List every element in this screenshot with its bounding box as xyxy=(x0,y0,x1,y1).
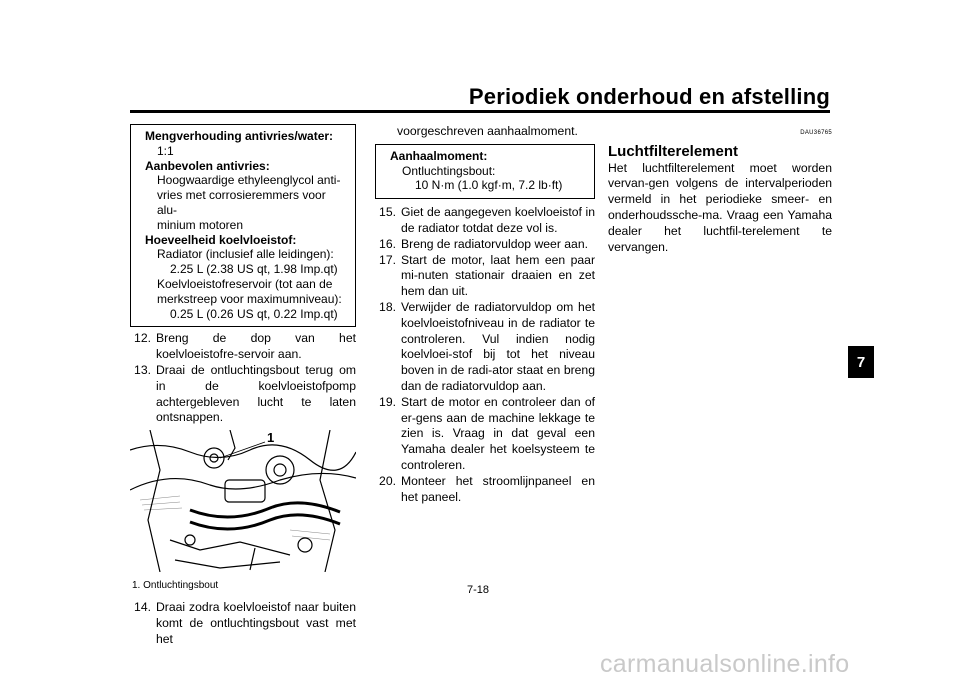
section-title: Luchtfilterelement xyxy=(608,142,739,160)
step-text: Draai de ontluchtingsbout terug om in de koelvloeistofpomp achtergebleven lucht te laten ontsnappen. xyxy=(156,362,356,425)
step-text: Start de motor, laat hem een paar mi-nuten stationair draaien en zet hem dan uit. xyxy=(401,252,595,299)
spec-value: Ontluchtingsbout: xyxy=(402,163,496,178)
list-item xyxy=(375,300,595,395)
step-number: 16. xyxy=(379,236,396,251)
spec-value: 1:1 xyxy=(157,143,174,158)
page-title: Periodiek onderhoud en afstelling xyxy=(468,84,830,109)
spec-value: Hoogwaardige ethyleenglycol anti- xyxy=(157,173,341,188)
step-text: Giet de aangegeven koelvloeistof in de radiator totdat deze vol is. xyxy=(401,205,595,235)
spec-value: Koelvloeistofreservoir (tot aan de xyxy=(157,276,333,291)
step-list xyxy=(375,205,595,505)
step-text: Start de motor en controleer dan of er-gens aan de machine lekkage te zien is. Vraag in dat geval een Yamaha dealer het koelsysteem te controleren. xyxy=(401,394,595,472)
list-item xyxy=(375,395,595,474)
list-item xyxy=(375,237,595,253)
step-list xyxy=(130,331,356,426)
header-rule xyxy=(130,110,830,113)
step-number: 13. xyxy=(134,362,151,377)
section-body: Het luchtfilterelement moet worden vervan-gen volgens de intervalperioden vermeld in het periodieke smeer- en onderhoudssche-ma. Vraag een Yamaha dealer het luchtfil-terelement te vervangen. xyxy=(608,160,832,254)
step-text: Breng de dop van het koelvloeistofre-servoir aan. xyxy=(156,331,356,362)
list-item xyxy=(130,600,356,647)
engine-figure xyxy=(130,430,356,572)
column-left xyxy=(130,124,356,647)
step-text: Breng de radiatorvuldop weer aan. xyxy=(401,236,588,251)
section-code: DAU36765 xyxy=(800,130,832,136)
spec-heading: Hoeveelheid koelvloeistof: xyxy=(145,232,297,247)
torque-spec-box xyxy=(375,144,595,199)
step-text: Monteer het stroomlijnpaneel en het paneel. xyxy=(401,473,595,504)
engine-illustration xyxy=(130,430,356,572)
spec-value: Radiator (inclusief alle leidingen): xyxy=(157,247,334,262)
list-item xyxy=(130,363,356,426)
spec-value: merkstreep voor maximumniveau): xyxy=(157,291,342,306)
list-item xyxy=(375,205,595,237)
spec-value: 0.25 L (0.26 US qt, 0.22 Imp.qt) xyxy=(170,306,338,321)
page-number: 7-18 xyxy=(467,584,490,596)
list-item xyxy=(375,474,595,506)
figure-callout-1: 1 xyxy=(267,430,275,446)
step-number: 18. xyxy=(379,299,396,314)
chapter-tab: 7 xyxy=(848,346,874,378)
step-list xyxy=(130,600,356,647)
spec-heading: Aanbevolen antivries: xyxy=(145,158,270,173)
spec-heading: Aanhaalmoment: xyxy=(390,148,488,163)
step-number: 19. xyxy=(379,394,396,409)
step-text: Verwijder de radiatorvuldop om het koelvloeistofniveau in de radiator te controleren. Vul indien nodig koelvloei-stof bij tot het niveau boven in de radi-ator staat en breng dan de radiatorvuldop aan. xyxy=(401,299,595,393)
coolant-spec-box xyxy=(130,124,356,327)
step-number: 15. xyxy=(379,205,396,220)
figure-caption: 1. Ontluchtingsbout xyxy=(132,580,219,592)
step-number: 17. xyxy=(379,252,396,267)
spec-heading: Mengverhouding antivries/water: xyxy=(145,129,334,143)
spec-value: 10 N·m (1.0 kgf·m, 7.2 lb·ft) xyxy=(415,178,563,193)
step-number: 20. xyxy=(379,473,396,488)
spec-value: vries met corrosieremmers voor alu- xyxy=(157,188,326,217)
spec-value: minium motoren xyxy=(157,217,244,232)
list-item xyxy=(130,331,356,363)
step-text: Draai zodra koelvloeistof naar buiten komt de ontluchtingsbout vast met het xyxy=(156,599,356,646)
list-item xyxy=(375,253,595,300)
watermark: carmanualsonline.info xyxy=(600,650,850,678)
column-middle xyxy=(375,124,595,505)
step-continuation: voorgeschreven aanhaalmoment. xyxy=(397,124,578,138)
step-number: 12. xyxy=(134,331,151,346)
column-right xyxy=(608,124,832,255)
spec-value: 2.25 L (2.38 US qt, 1.98 Imp.qt) xyxy=(170,262,338,277)
step-number: 14. xyxy=(134,599,151,614)
